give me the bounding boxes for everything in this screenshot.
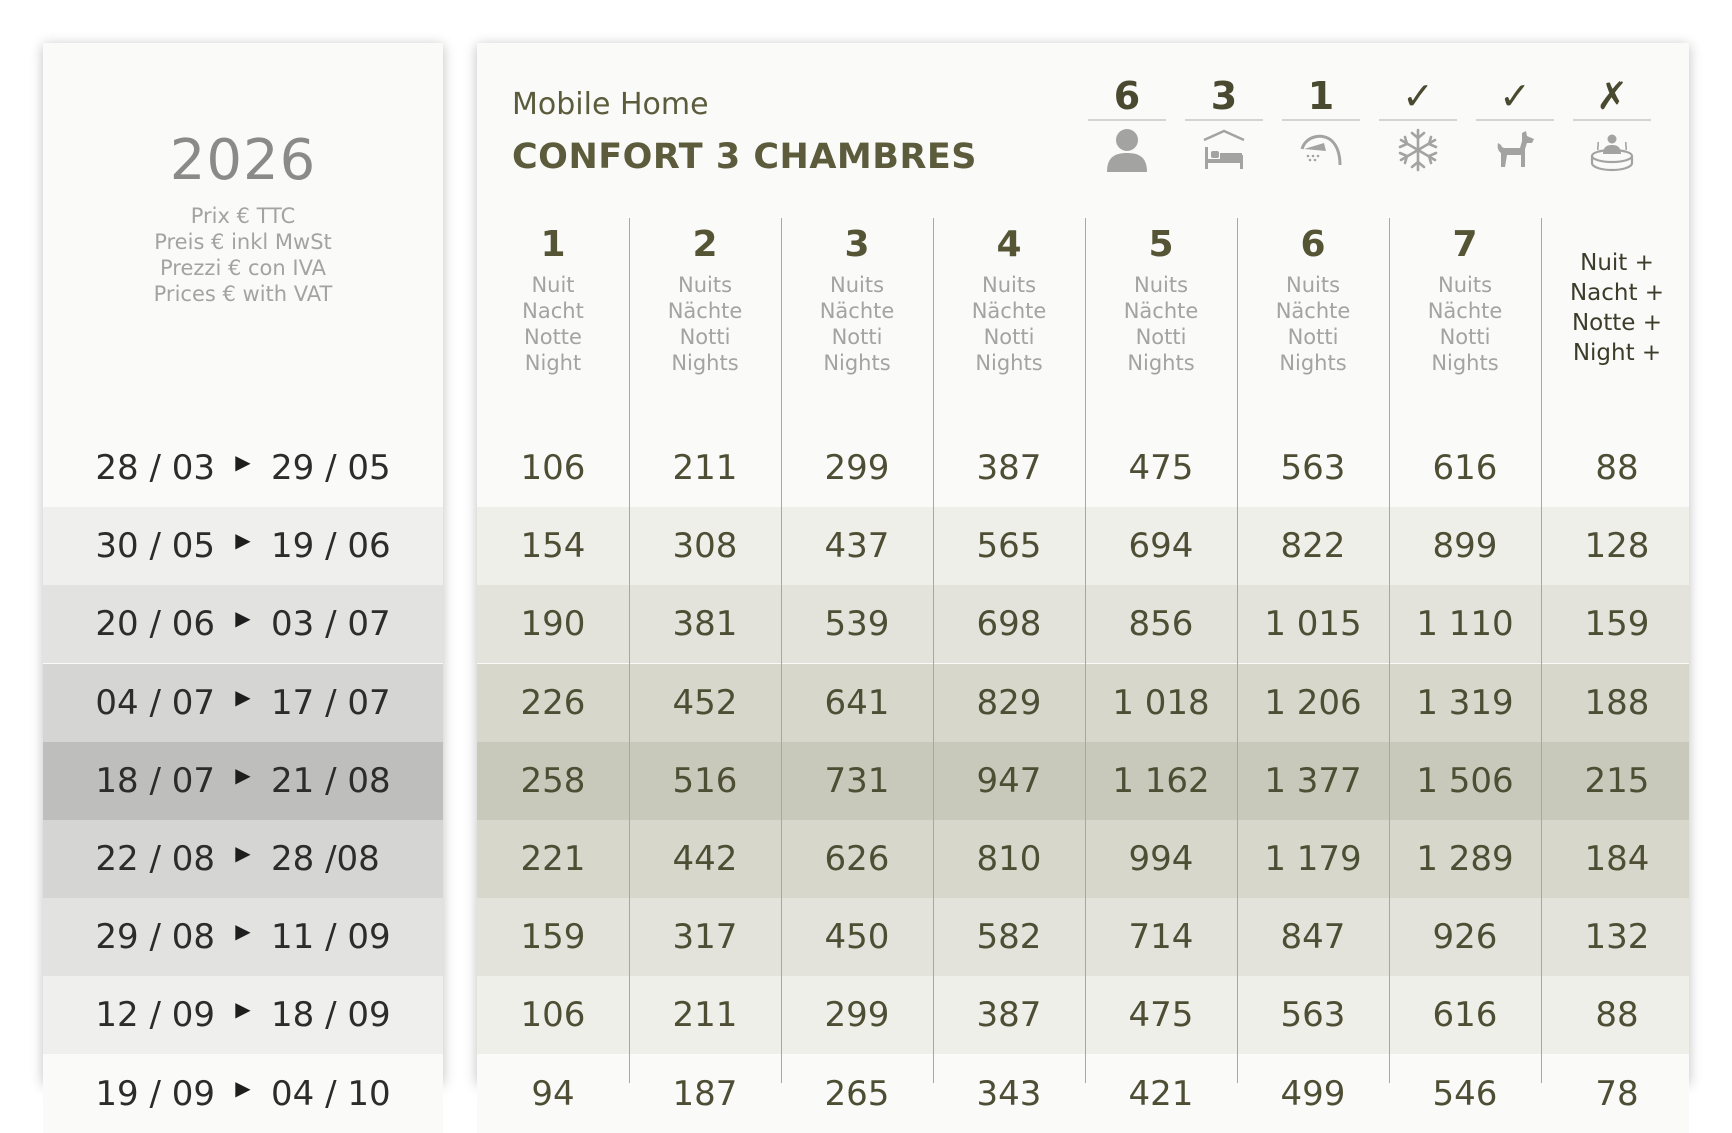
price-cell: 265 bbox=[824, 1073, 890, 1114]
price-note bbox=[43, 203, 443, 307]
night-count: 6 bbox=[1300, 224, 1326, 265]
price-cell: 947 bbox=[976, 760, 1042, 801]
column-divider bbox=[933, 218, 934, 1083]
price-cell: 188 bbox=[1584, 682, 1650, 723]
price-cell: 698 bbox=[976, 604, 1042, 645]
night-label: Notti bbox=[831, 325, 883, 349]
season-dates-panel bbox=[43, 43, 443, 1114]
column-divider bbox=[1237, 218, 1238, 1083]
price-cell: 308 bbox=[672, 526, 738, 567]
price-cell: 565 bbox=[976, 526, 1042, 567]
night-label: Nächte bbox=[819, 299, 895, 323]
price-cell: 810 bbox=[976, 839, 1042, 879]
night-label: Nights bbox=[671, 351, 739, 375]
night-column-header bbox=[781, 210, 933, 422]
date-range-row bbox=[43, 585, 443, 663]
night-label: Nächte bbox=[1275, 299, 1351, 323]
night-label: Nuits bbox=[1133, 273, 1189, 297]
price-row bbox=[477, 429, 1689, 507]
night-label: Nuits bbox=[677, 273, 733, 297]
date-range-row bbox=[43, 742, 443, 820]
price-cell: 475 bbox=[1128, 995, 1194, 1036]
price-cell: 694 bbox=[1128, 526, 1194, 567]
date-to: 19 / 06 bbox=[271, 526, 391, 567]
night-label: Nächte bbox=[667, 299, 743, 323]
night-count: 4 bbox=[996, 224, 1022, 265]
date-range-row bbox=[43, 1055, 443, 1133]
date-from: 18 / 07 bbox=[95, 760, 215, 801]
price-cell: 421 bbox=[1128, 1073, 1194, 1114]
arrow-right-icon: ▶ bbox=[235, 606, 251, 631]
date-to: 21 / 08 bbox=[271, 760, 391, 801]
price-cell: 856 bbox=[1128, 604, 1194, 645]
night-label: Nights bbox=[975, 351, 1043, 375]
price-row bbox=[477, 898, 1689, 976]
night-label: Notti bbox=[983, 325, 1035, 349]
price-cell: 452 bbox=[672, 682, 738, 723]
date-to: 17 / 07 bbox=[271, 682, 391, 723]
price-cell: 106 bbox=[520, 995, 586, 1036]
extra-night-label: Nuit + bbox=[1580, 250, 1654, 276]
price-cell: 211 bbox=[672, 995, 738, 1036]
amenity-feature bbox=[1185, 73, 1263, 179]
night-label: Nächte bbox=[1427, 299, 1503, 323]
price-cell: 563 bbox=[1280, 448, 1346, 488]
price-row bbox=[477, 1055, 1689, 1133]
price-cell: 226 bbox=[520, 682, 586, 723]
price-cell: 899 bbox=[1432, 526, 1498, 567]
column-divider bbox=[1389, 218, 1390, 1083]
price-cell: 88 bbox=[1595, 448, 1639, 488]
price-cell: 154 bbox=[520, 526, 586, 567]
night-count: 3 bbox=[844, 224, 870, 265]
night-label: Nuits bbox=[981, 273, 1037, 297]
arrow-right-icon: ▶ bbox=[235, 997, 251, 1022]
price-cell: 437 bbox=[824, 526, 890, 567]
night-label: Nights bbox=[1127, 351, 1195, 375]
amenity-value: ✗ bbox=[1596, 74, 1628, 118]
date-range-row bbox=[43, 898, 443, 976]
amenity-value: ✓ bbox=[1402, 74, 1434, 118]
price-note-line: Preis € inkl MwSt bbox=[154, 230, 332, 254]
price-cell: 187 bbox=[672, 1073, 738, 1114]
night-column-header bbox=[629, 210, 781, 422]
night-label: Nights bbox=[823, 351, 891, 375]
price-row bbox=[477, 585, 1689, 663]
price-cell: 1 319 bbox=[1416, 682, 1514, 723]
price-cell: 499 bbox=[1280, 1073, 1346, 1114]
price-cell: 582 bbox=[976, 917, 1042, 958]
column-divider bbox=[1541, 218, 1542, 1083]
price-cell: 1 162 bbox=[1112, 760, 1210, 801]
price-cell: 387 bbox=[976, 995, 1042, 1036]
price-cell: 641 bbox=[824, 682, 890, 723]
date-range-row bbox=[43, 429, 443, 507]
price-cell: 221 bbox=[520, 839, 586, 879]
shower-icon bbox=[1282, 121, 1360, 179]
date-range-row bbox=[43, 820, 443, 898]
night-label: Nächte bbox=[1123, 299, 1199, 323]
price-cell: 516 bbox=[672, 760, 738, 801]
price-cell: 1 289 bbox=[1416, 839, 1514, 879]
price-cell: 539 bbox=[824, 604, 890, 645]
price-note-line: Prezzi € con IVA bbox=[160, 256, 326, 280]
night-column-header bbox=[1085, 210, 1237, 422]
date-from: 30 / 05 bbox=[95, 526, 215, 567]
date-to: 03 / 07 bbox=[271, 604, 391, 645]
amenity-feature bbox=[1476, 73, 1554, 179]
date-range-row bbox=[43, 664, 443, 742]
category-subtitle: Mobile Home bbox=[512, 87, 709, 122]
night-column-header bbox=[1237, 210, 1389, 422]
price-table-panel bbox=[477, 43, 1689, 1114]
amenity-feature bbox=[1282, 73, 1360, 179]
night-label: Notti bbox=[1287, 325, 1339, 349]
date-range-row bbox=[43, 976, 443, 1054]
arrow-right-icon: ▶ bbox=[235, 684, 251, 709]
price-cell: 299 bbox=[824, 448, 890, 488]
bed-icon bbox=[1185, 121, 1263, 179]
night-count: 5 bbox=[1148, 224, 1174, 265]
price-cell: 546 bbox=[1432, 1073, 1498, 1114]
amenity-feature bbox=[1379, 73, 1457, 179]
amenity-feature bbox=[1573, 73, 1651, 179]
price-cell: 829 bbox=[976, 682, 1042, 723]
price-cell: 1 206 bbox=[1264, 682, 1362, 723]
date-from: 19 / 09 bbox=[95, 1073, 215, 1114]
price-cell: 159 bbox=[1584, 604, 1650, 645]
night-label: Nuits bbox=[1285, 273, 1341, 297]
amenity-value: ✓ bbox=[1499, 74, 1531, 118]
price-cell: 1 179 bbox=[1264, 839, 1362, 879]
price-cell: 731 bbox=[824, 760, 890, 801]
date-to: 11 / 09 bbox=[271, 917, 391, 958]
extra-night-label: Night + bbox=[1572, 340, 1662, 366]
night-column-header bbox=[477, 210, 629, 422]
arrow-right-icon: ▶ bbox=[235, 919, 251, 944]
night-label: Nacht bbox=[522, 299, 584, 323]
price-cell: 994 bbox=[1128, 839, 1194, 879]
price-cell: 258 bbox=[520, 760, 586, 801]
date-to: 04 / 10 bbox=[271, 1073, 391, 1114]
date-from: 12 / 09 bbox=[95, 995, 215, 1036]
price-cell: 442 bbox=[672, 839, 738, 879]
date-from: 28 / 03 bbox=[95, 448, 215, 488]
night-label: Nuit bbox=[531, 273, 575, 297]
price-cell: 78 bbox=[1595, 1073, 1639, 1114]
night-label: Notti bbox=[1135, 325, 1187, 349]
price-row bbox=[477, 507, 1689, 585]
night-column-header bbox=[1389, 210, 1541, 422]
amenity-feature bbox=[1088, 73, 1166, 179]
price-cell: 450 bbox=[824, 917, 890, 958]
price-row bbox=[477, 820, 1689, 898]
price-cell: 1 506 bbox=[1416, 760, 1514, 801]
year-label: 2026 bbox=[169, 128, 317, 193]
night-count: 2 bbox=[692, 224, 718, 265]
column-divider bbox=[629, 218, 630, 1083]
price-cell: 1 018 bbox=[1112, 682, 1210, 723]
price-row bbox=[477, 664, 1689, 742]
extra-night-column-header bbox=[1541, 223, 1693, 393]
price-cell: 190 bbox=[520, 604, 586, 645]
price-cell: 343 bbox=[976, 1073, 1042, 1114]
amenity-value: 6 bbox=[1113, 74, 1141, 118]
date-to: 18 / 09 bbox=[271, 995, 391, 1036]
price-note-line: Prices € with VAT bbox=[153, 282, 333, 306]
snowflake-icon bbox=[1379, 121, 1457, 179]
night-column-header bbox=[933, 210, 1085, 422]
price-cell: 475 bbox=[1128, 448, 1194, 488]
extra-night-label: Nacht + bbox=[1569, 280, 1665, 306]
price-cell: 563 bbox=[1280, 995, 1346, 1036]
arrow-right-icon: ▶ bbox=[235, 450, 251, 474]
price-cell: 132 bbox=[1584, 917, 1650, 958]
night-label: Night bbox=[524, 351, 582, 375]
price-cell: 94 bbox=[531, 1073, 575, 1114]
price-cell: 381 bbox=[672, 604, 738, 645]
price-cell: 184 bbox=[1584, 839, 1650, 879]
night-label: Nights bbox=[1431, 351, 1499, 375]
price-cell: 926 bbox=[1432, 917, 1498, 958]
hot-tub-icon bbox=[1573, 121, 1651, 179]
price-cell: 317 bbox=[672, 917, 738, 958]
extra-night-label: Notte + bbox=[1571, 310, 1663, 336]
date-to: 29 / 05 bbox=[271, 448, 391, 488]
night-label: Nights bbox=[1279, 351, 1347, 375]
price-cell: 1 377 bbox=[1264, 760, 1362, 801]
date-to: 28 /08 bbox=[271, 839, 380, 879]
date-from: 20 / 06 bbox=[95, 604, 215, 645]
price-cell: 299 bbox=[824, 995, 890, 1036]
price-row bbox=[477, 976, 1689, 1054]
price-cell: 616 bbox=[1432, 448, 1498, 488]
night-label: Notte bbox=[524, 325, 582, 349]
column-divider bbox=[781, 218, 782, 1083]
price-cell: 387 bbox=[976, 448, 1042, 488]
column-divider bbox=[1085, 218, 1086, 1083]
amenity-value: 1 bbox=[1307, 74, 1335, 118]
price-cell: 1 015 bbox=[1264, 604, 1362, 645]
night-label: Nuits bbox=[1437, 273, 1493, 297]
price-row bbox=[477, 742, 1689, 820]
date-from: 29 / 08 bbox=[95, 917, 215, 958]
price-cell: 847 bbox=[1280, 917, 1346, 958]
price-cell: 626 bbox=[824, 839, 890, 879]
price-cell: 1 110 bbox=[1416, 604, 1514, 645]
price-cell: 616 bbox=[1432, 995, 1498, 1036]
night-label: Notti bbox=[1439, 325, 1491, 349]
arrow-right-icon: ▶ bbox=[235, 841, 251, 865]
date-from: 22 / 08 bbox=[95, 839, 215, 879]
accommodation-title: CONFORT 3 CHAMBRES bbox=[512, 137, 978, 177]
arrow-right-icon: ▶ bbox=[235, 1075, 251, 1100]
night-count: 1 bbox=[540, 224, 566, 265]
price-cell: 159 bbox=[520, 917, 586, 958]
person-icon bbox=[1088, 121, 1166, 179]
night-label: Nächte bbox=[971, 299, 1047, 323]
night-label: Nuits bbox=[829, 273, 885, 297]
date-from: 04 / 07 bbox=[95, 682, 215, 723]
amenity-value: 3 bbox=[1210, 74, 1238, 118]
arrow-right-icon: ▶ bbox=[235, 762, 251, 787]
price-cell: 714 bbox=[1128, 917, 1194, 958]
price-cell: 106 bbox=[520, 448, 586, 488]
price-note-line: Prix € TTC bbox=[190, 204, 296, 228]
night-label: Notti bbox=[679, 325, 731, 349]
date-range-row bbox=[43, 507, 443, 585]
arrow-right-icon: ▶ bbox=[235, 528, 251, 553]
price-cell: 211 bbox=[672, 448, 738, 488]
price-cell: 128 bbox=[1584, 526, 1650, 567]
price-cell: 215 bbox=[1584, 760, 1650, 801]
night-count: 7 bbox=[1452, 224, 1478, 265]
price-cell: 88 bbox=[1595, 995, 1639, 1036]
price-cell: 822 bbox=[1280, 526, 1346, 567]
dog-icon bbox=[1476, 121, 1554, 179]
